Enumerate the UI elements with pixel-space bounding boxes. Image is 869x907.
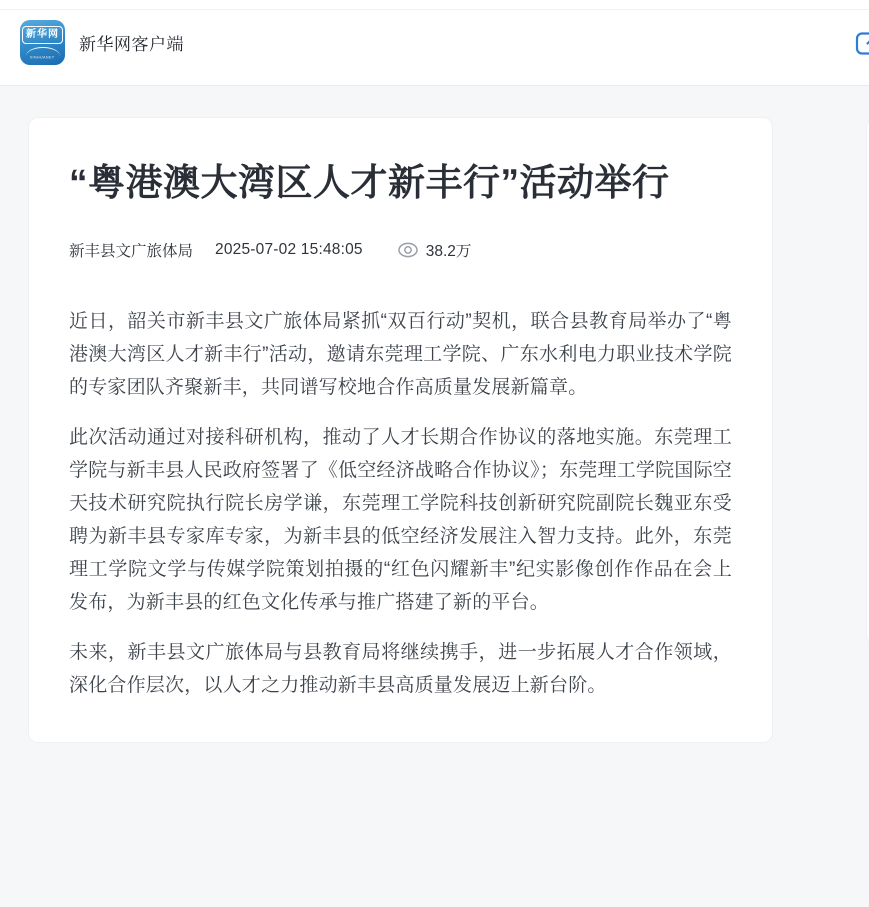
article-title: “粤港澳大湾区人才新丰行”活动举行	[69, 162, 670, 203]
app-header	[0, 0, 869, 86]
xinhuanet-logo-icon	[20, 20, 65, 65]
view-count-value: 38.2万	[425, 243, 472, 261]
article-paragraph: 未来，新丰县文广旅体局与县教育局将继续携手，进一步拓展人才合作领域，深化合作层次，以人才之力推动新丰县高质量发展迈上新台阶。	[69, 642, 732, 697]
article-timestamp: 2025-07-02 15:48:05	[215, 241, 363, 259]
article-source: 新丰县文广旅体局	[69, 243, 194, 261]
article-card	[28, 117, 773, 743]
article-body	[69, 305, 732, 702]
view-counter	[397, 239, 472, 261]
app-name-label: 新华网客户端	[79, 35, 184, 54]
page-content	[0, 86, 869, 907]
logo-subtext: XINHUANET	[30, 55, 55, 60]
compose-icon[interactable]	[855, 30, 869, 56]
header-top-divider	[0, 9, 869, 10]
logo-arc-decoration	[26, 47, 60, 56]
logo-wordmark: 新华网	[22, 26, 63, 44]
open-in-app-link[interactable]	[20, 20, 184, 65]
eye-icon	[397, 242, 419, 258]
article-meta-row	[69, 239, 732, 261]
article-paragraph: 此次活动通过对接科研机构，推动了人才长期合作协议的落地实施。东莞理工学院与新丰县人民政府签署了《低空经济战略合作协议》；东莞理工学院国际空天技术研究院执行院长房学谦，东莞理工学院科技创新研究院副院长魏亚东受聘为新丰县专家库专家，为新丰县的低空经济发展注入智力支持。此外，东莞理工学院文学与传媒学院策划拍摄的“红色闪耀新丰”纪实影像创作作品在会上发布，为新丰县的红色文化传承与推广搭建了新的平台。	[69, 427, 732, 614]
article-paragraph: 近日，韶关市新丰县文广旅体局紧抓“双百行动”契机，联合县教育局举办了“粤港澳大湾区人才新丰行”活动，邀请东莞理工学院、广东水利电力职业技术学院的专家团队齐聚新丰，共同谱写校地合作高质量发展新篇章。	[69, 311, 732, 399]
